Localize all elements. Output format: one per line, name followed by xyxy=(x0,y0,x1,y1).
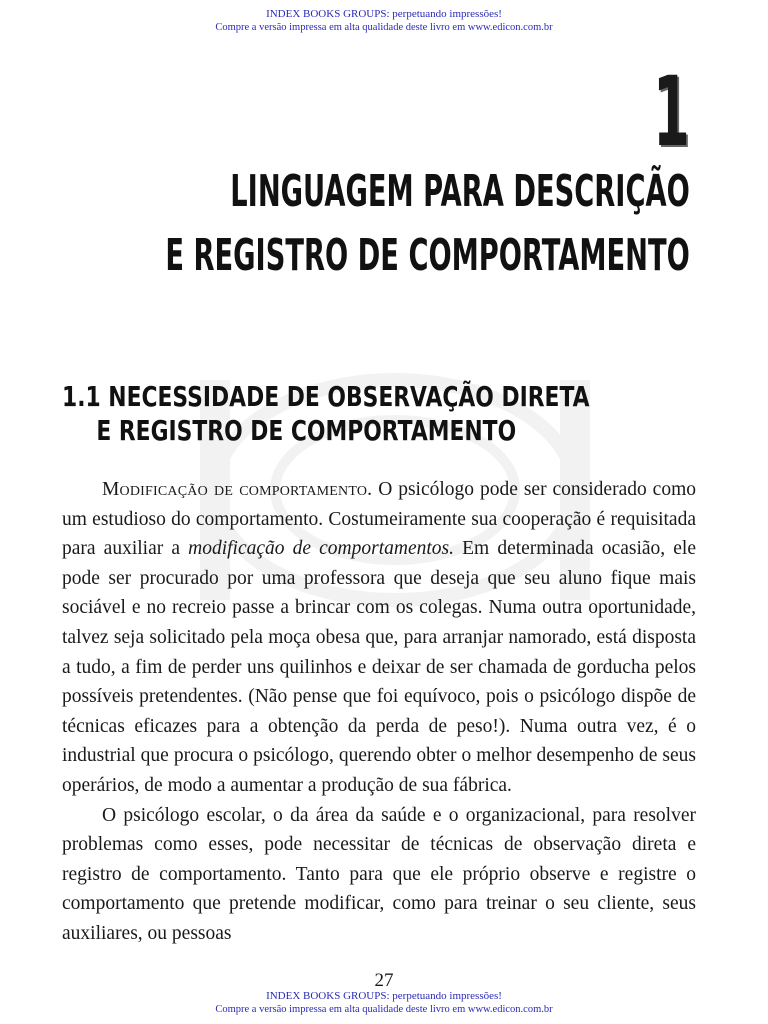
chapter-number: 1 xyxy=(653,56,690,168)
section-heading xyxy=(62,380,590,448)
body-text xyxy=(62,475,696,949)
page-number: 27 xyxy=(374,970,394,991)
paragraph-1 xyxy=(62,475,696,801)
paragraph-1-text-b: Em determinada ocasião, ele pode ser procurado por uma professora que deseja que seu aluno fique mais sociável e no recreio passe a brincar com os colegas. Numa outra oportunidade, talvez seja solicitado pela moça obesa que, para arranjar namorado, está disposta a tudo, a fim de perder uns quilinhos e deixar de ser chamada de gorducha pelos possíveis pretendentes. (Não pense que foi equívoco, pois o psicólogo dispõe de técnicas eficazes para a obtenção da perda de peso!). Numa outra vez, é o industrial que procura o psicólogo, querendo obter o melhor desempenho de seus operários, de modo a aumentar a produção de sua fábrica. xyxy=(62,538,696,796)
footer-banner xyxy=(0,990,768,1016)
chapter-title-line1: LINGUAGEM PARA DESCRIÇÃO xyxy=(230,166,690,217)
paragraph-2: O psicólogo escolar, o da área da saúde e o organizacional, para resolver problemas como esses, pode necessitar de técnicas de observação direta e registro de comportamento. Tanto para que ele próprio observe e registre o comportamento que pretende modificar, como para treinar o seu cliente, seus auxiliares, ou pessoas xyxy=(62,804,696,944)
chapter-title-line2: E REGISTRO DE COMPORTAMENTO xyxy=(165,230,690,281)
footer-banner-line2: Compre a versão impressa em alta qualidade deste livro em www.edicon.com.br xyxy=(215,1004,553,1015)
chapter-title xyxy=(166,160,690,288)
paragraph-1-text-a: O psicólogo pode ser considerado como um estudioso do comportamento. Costumeiramente sua cooperação é requisitada para auxiliar a xyxy=(62,479,696,560)
paragraph-1-lead: Modificação de comportamento. xyxy=(102,479,373,500)
section-heading-line2: E REGISTRO DE COMPORTAMENTO xyxy=(96,414,517,447)
paragraph-1-italic: modificação de comportamentos. xyxy=(188,538,455,560)
footer-banner-line1: INDEX BOOKS GROUPS: perpetuando impressões! xyxy=(266,990,502,1002)
header-banner-line2: Compre a versão impressa em alta qualidade deste livro em www.edicon.com.br xyxy=(215,22,553,33)
header-banner xyxy=(0,8,768,34)
section-heading-line1: 1.1 NECESSIDADE DE OBSERVAÇÃO DIRETA xyxy=(62,380,590,413)
header-banner-line1: INDEX BOOKS GROUPS: perpetuando impressões! xyxy=(266,8,502,20)
